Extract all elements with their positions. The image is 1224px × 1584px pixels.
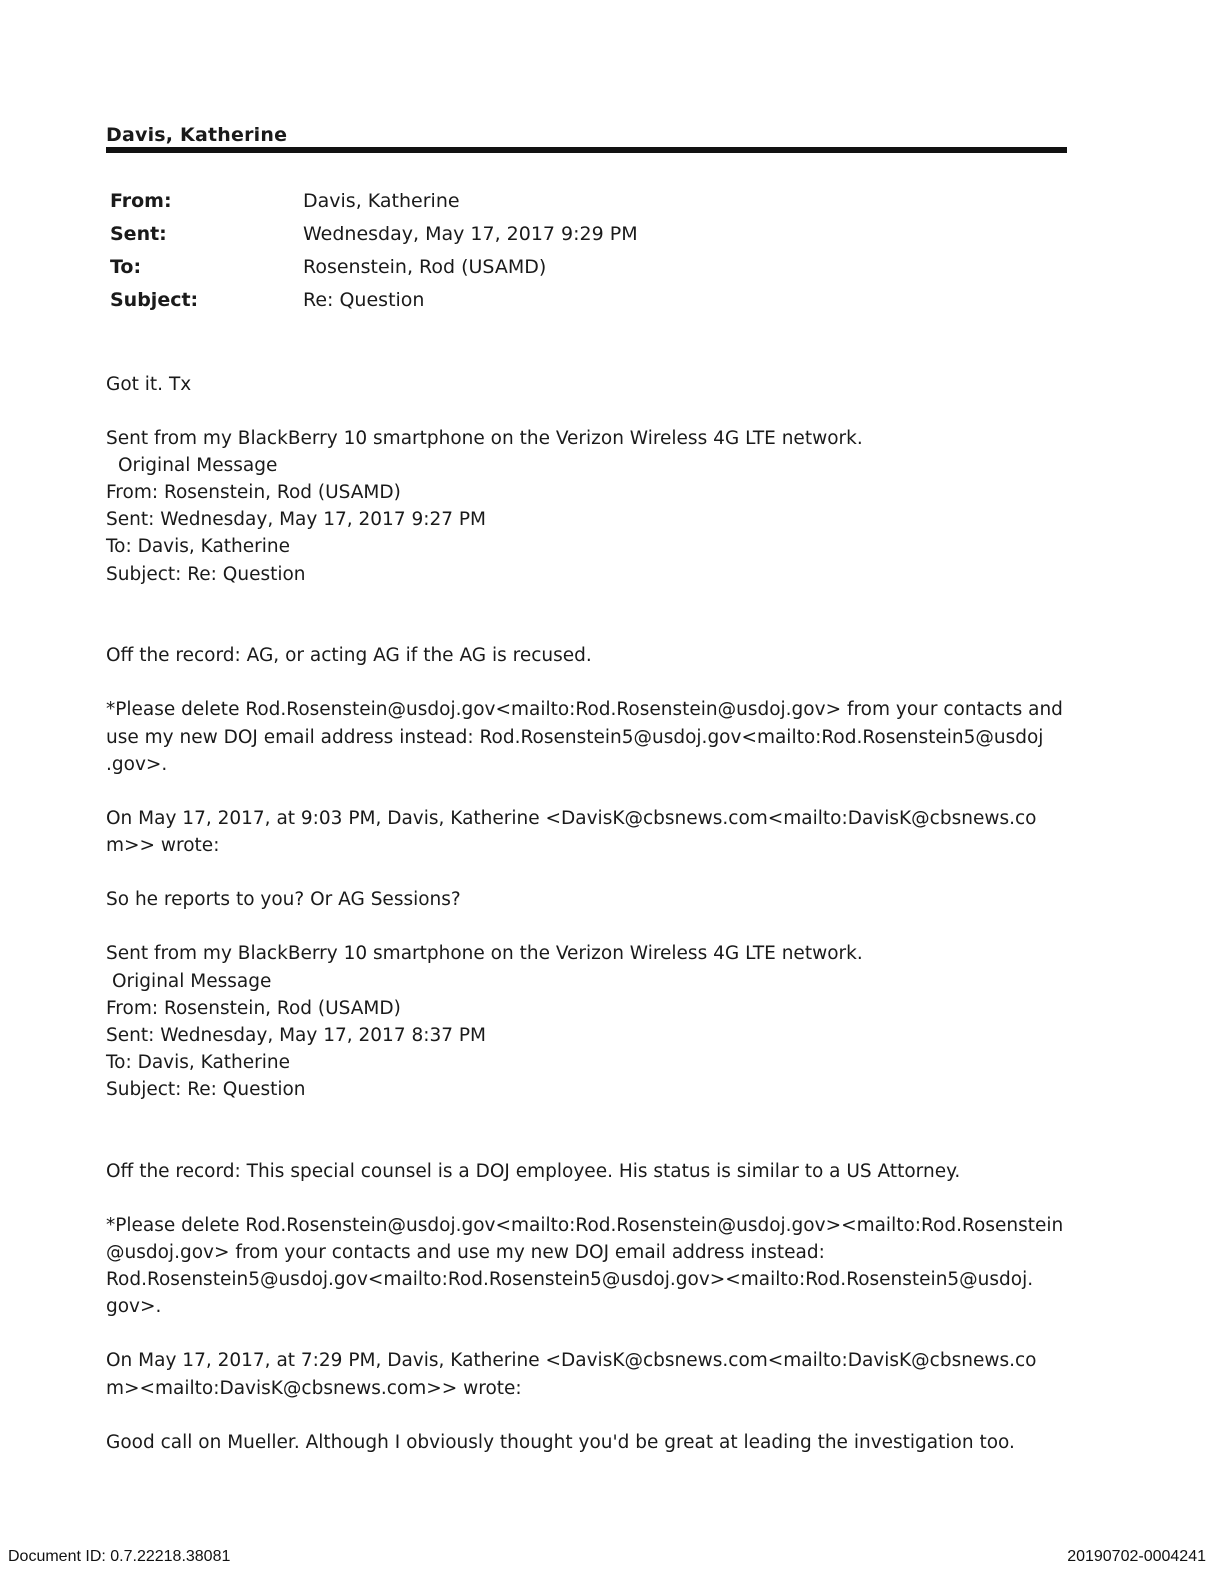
document-id: Document ID: 0.7.22218.38081 xyxy=(8,1548,231,1565)
body-line: m>> wrote: xyxy=(106,835,220,856)
header-rule xyxy=(106,147,1067,153)
body-line: Sent from my BlackBerry 10 smartphone on the Verizon Wireless 4G LTE network. xyxy=(106,428,863,449)
body-line: m><mailto:DavisK@cbsnews.com>> wrote: xyxy=(106,1378,522,1399)
sent-value: Wednesday, May 17, 2017 9:29 PM xyxy=(303,223,638,245)
body-line: *Please delete Rod.Rosenstein@usdoj.gov<mailto:Rod.Rosenstein@usdoj.gov><mailto:Rod.Rosenstein xyxy=(106,1215,1064,1236)
body-line: .gov>. xyxy=(106,754,168,775)
body-line: Subject: Re: Question xyxy=(106,1079,306,1100)
body-line: @usdoj.gov> from your contacts and use my new DOJ email address instead: xyxy=(106,1242,825,1263)
body-line: Original Message xyxy=(112,971,272,992)
body-line: Off the record: AG, or acting AG if the AG is recused. xyxy=(106,645,592,666)
body-line: Sent: Wednesday, May 17, 2017 8:37 PM xyxy=(106,1025,487,1046)
body-line: On May 17, 2017, at 9:03 PM, Davis, Katherine <DavisK@cbsnews.com<mailto:DavisK@cbsnews.co xyxy=(106,808,1037,829)
to-label: To: xyxy=(110,256,142,278)
body-line: Off the record: This special counsel is a DOJ employee. His status is similar to a US Attorney. xyxy=(106,1161,961,1182)
subject-label: Subject: xyxy=(110,289,199,311)
to-value: Rosenstein, Rod (USAMD) xyxy=(303,256,547,278)
body-line: To: Davis, Katherine xyxy=(106,1052,291,1073)
body-line: *Please delete Rod.Rosenstein@usdoj.gov<mailto:Rod.Rosenstein@usdoj.gov> from your contacts and xyxy=(106,699,1063,720)
body-line: On May 17, 2017, at 7:29 PM, Davis, Katherine <DavisK@cbsnews.com<mailto:DavisK@cbsnews.co xyxy=(106,1350,1037,1371)
body-line: Rod.Rosenstein5@usdoj.gov<mailto:Rod.Rosenstein5@usdoj.gov><mailto:Rod.Rosenstein5@usdoj. xyxy=(106,1269,1034,1290)
body-line: use my new DOJ email address instead: Rod.Rosenstein5@usdoj.gov<mailto:Rod.Rosenstein5@usdoj xyxy=(106,727,1044,748)
body-line: Original Message xyxy=(118,455,278,476)
body-line: So he reports to you? Or AG Sessions? xyxy=(106,889,461,910)
from-value: Davis, Katherine xyxy=(303,190,460,212)
body-line: From: Rosenstein, Rod (USAMD) xyxy=(106,482,401,503)
body-line: gov>. xyxy=(106,1296,162,1317)
subject-value: Re: Question xyxy=(303,289,425,311)
body-line: From: Rosenstein, Rod (USAMD) xyxy=(106,998,401,1019)
document-owner: Davis, Katherine xyxy=(106,124,288,146)
body-line: Subject: Re: Question xyxy=(106,564,306,585)
body-line: To: Davis, Katherine xyxy=(106,536,291,557)
body-line: Got it. Tx xyxy=(106,374,192,395)
body-line: Good call on Mueller. Although I obviously thought you'd be great at leading the investigation too. xyxy=(106,1432,1015,1453)
sent-label: Sent: xyxy=(110,223,167,245)
bates-number: 20190702-0004241 xyxy=(1067,1548,1206,1565)
from-label: From: xyxy=(110,190,172,212)
body-line: Sent: Wednesday, May 17, 2017 9:27 PM xyxy=(106,509,487,530)
body-line: Sent from my BlackBerry 10 smartphone on the Verizon Wireless 4G LTE network. xyxy=(106,943,863,964)
